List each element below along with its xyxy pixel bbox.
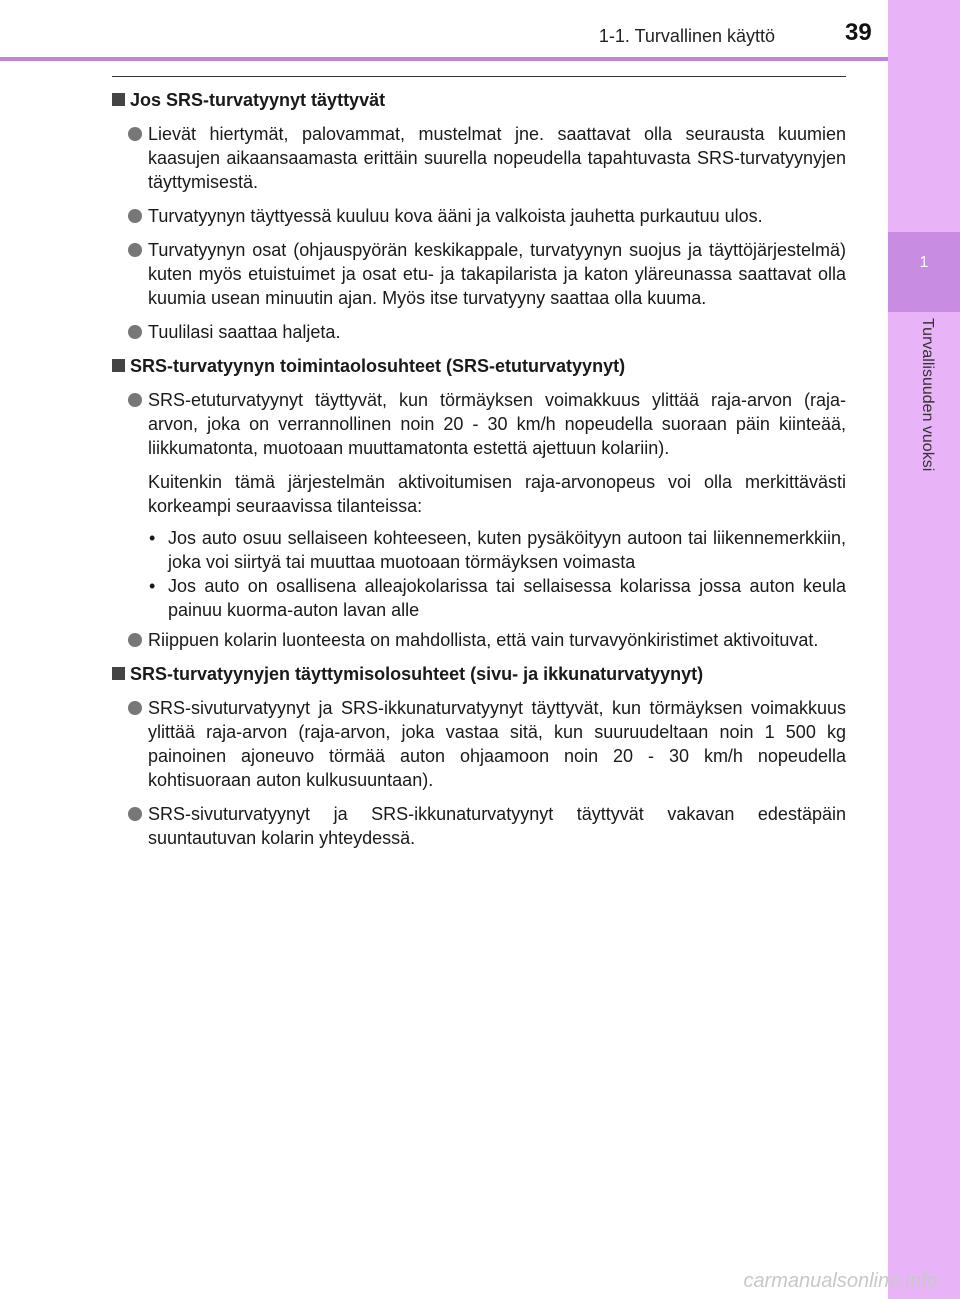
bullet-item xyxy=(112,122,846,194)
circle-bullet-icon xyxy=(128,633,142,647)
section-heading-text: Jos SRS-turvatyynyt täyttyvät xyxy=(130,90,386,110)
side-tab xyxy=(888,0,960,1299)
square-bullet-icon xyxy=(112,667,125,680)
circle-bullet-icon xyxy=(128,393,142,407)
bullet-text: SRS-sivuturvatyynyt ja SRS-ikkunaturvatyynyt täyttyvät vakavan edestäpäin suuntautuvan kolarin yhteydessä. xyxy=(148,804,846,848)
bullet-text: SRS-etuturvatyynyt täyttyvät, kun törmäyksen voimakkuus ylittää raja-arvon (raja-arvon, joka on verrannollinen noin 20 - 30 km/h nopeudella suoraan päin kiinteää, liikkumatonta, muotoaan muuttamatonta estettä ajettuun kolariin). xyxy=(148,390,846,458)
main-content xyxy=(112,88,846,860)
bullet-item xyxy=(112,628,846,652)
section-heading-text: SRS-turvatyynyjen täyttymisolosuhteet (sivu- ja ikkunaturvatyynyt) xyxy=(130,664,704,684)
bullet-item xyxy=(112,238,846,310)
bullet-text: Tuulilasi saattaa haljeta. xyxy=(148,322,341,342)
square-bullet-icon xyxy=(112,93,125,106)
dot-marker-icon: • xyxy=(149,576,156,596)
page-number: 39 xyxy=(845,19,872,46)
dot-marker-icon: • xyxy=(149,528,156,548)
sub-list-item xyxy=(112,574,846,622)
sub-list-item xyxy=(112,526,846,574)
bullet-item xyxy=(112,204,846,228)
watermark: carmanualsonline.info xyxy=(743,1270,938,1292)
circle-bullet-icon xyxy=(128,243,142,257)
circle-bullet-icon xyxy=(128,807,142,821)
side-tab-label: Turvallisuuden vuoksi xyxy=(919,318,936,472)
header-rule xyxy=(0,57,888,61)
bullet-item xyxy=(112,388,846,460)
bullet-text: Turvatyynyn osat (ohjauspyörän keskikappale, turvatyynyn suojus ja täyttöjärjestelmä) kuten myös etuistuimet ja osat etu- ja takapilarista ja katon yläreunassa saattavat olla kuumia usean minuutin ajan. Myös itse turvatyyny saattaa olla kuuma. xyxy=(148,240,846,308)
circle-bullet-icon xyxy=(128,325,142,339)
paragraph: Kuitenkin tämä järjestelmän aktivoitumisen raja-arvonopeus voi olla merkittävästi korkeampi seuraavissa tilanteissa: xyxy=(148,472,846,516)
circle-bullet-icon xyxy=(128,701,142,715)
content-top-rule xyxy=(112,76,846,77)
sub-list-text: Jos auto on osallisena alleajokolarissa tai sellaisessa kolarissa jossa auton keula painuu kuorma-auton lavan alle xyxy=(168,576,846,620)
running-header-title: 1-1. Turvallinen käyttö xyxy=(598,26,775,46)
chapter-number-tab: 1 xyxy=(888,232,960,312)
bullet-text: Turvatyynyn täyttyessä kuuluu kova ääni ja valkoista jauhetta purkautuu ulos. xyxy=(148,206,763,226)
circle-bullet-icon xyxy=(128,209,142,223)
bullet-text: Riippuen kolarin luonteesta on mahdollista, että vain turvavyönkiristimet aktivoituvat. xyxy=(148,630,819,650)
bullet-text: SRS-sivuturvatyynyt ja SRS-ikkunaturvatyynyt täyttyvät, kun törmäyksen voimakkuus ylittää raja-arvon (raja-arvon, joka vastaa sitä, kun suuruudeltaan noin 1 500 kg painoinen ajoneuvo törmää auton ohjaamoon noin 20 - 30 km/h nopeudella kohtisuoraan auton kulkusuuntaan). xyxy=(148,698,846,790)
circle-bullet-icon xyxy=(128,127,142,141)
bullet-item xyxy=(112,320,846,344)
bullet-text: Lievät hiertymät, palovammat, mustelmat jne. saattavat olla seurausta kuumien kaasujen aikaansaamasta erittäin suurella nopeudella tapahtuvasta SRS-turvatyynyjen täyttymisestä. xyxy=(148,124,846,192)
section-heading xyxy=(112,662,846,686)
section-heading xyxy=(112,354,846,378)
section-heading-text: SRS-turvatyynyn toimintaolosuhteet (SRS-etuturvatyynyt) xyxy=(130,356,626,376)
bullet-item xyxy=(112,802,846,850)
section-heading xyxy=(112,88,846,112)
square-bullet-icon xyxy=(112,359,125,372)
sub-list-text: Jos auto osuu sellaiseen kohteeseen, kuten pysäköityyn autoon tai liikennemerkkiin, joka voi siirtyä tai muuttaa muotoaan törmäyksen voimasta xyxy=(168,528,846,572)
sub-list xyxy=(112,526,846,622)
bullet-item xyxy=(112,696,846,792)
